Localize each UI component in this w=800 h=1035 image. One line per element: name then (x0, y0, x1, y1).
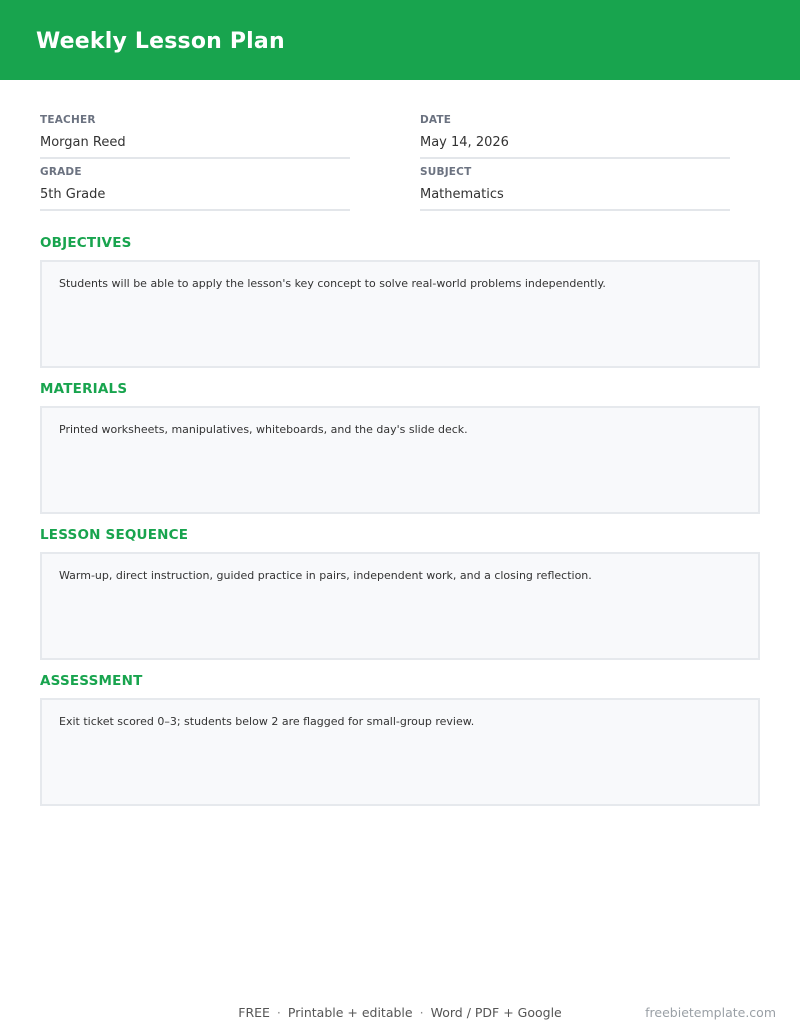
grade-field[interactable] (40, 165, 350, 211)
footer-site[interactable]: freebietemplate.com (645, 1005, 776, 1020)
footer-free: FREE (238, 1005, 270, 1020)
assessment-box[interactable] (40, 698, 760, 806)
objectives-box[interactable] (40, 260, 760, 368)
lesson-sequence-heading: LESSON SEQUENCE (40, 527, 189, 543)
page-title: Weekly Lesson Plan (36, 29, 285, 54)
header-banner (0, 0, 800, 80)
grade-value[interactable]: 5th Grade (40, 187, 106, 202)
teacher-underline (40, 157, 350, 159)
footer-separator: · (276, 1005, 281, 1020)
assessment-text: Exit ticket scored 0–3; students below 2 are flagged for small-group review. (59, 715, 475, 728)
grade-underline (40, 209, 350, 211)
date-underline (420, 157, 730, 159)
objectives-text: Students will be able to apply the lesson's key concept to solve real-world problems independently. (59, 277, 606, 290)
footer-separator: · (419, 1005, 424, 1020)
date-field[interactable] (420, 113, 730, 159)
subject-underline (420, 209, 730, 211)
materials-box[interactable] (40, 406, 760, 514)
subject-label: SUBJECT (420, 166, 472, 178)
subject-field[interactable] (420, 165, 730, 211)
date-value[interactable]: May 14, 2026 (420, 135, 509, 150)
lesson-sequence-box[interactable] (40, 552, 760, 660)
materials-heading: MATERIALS (40, 381, 128, 397)
lesson-sequence-text: Warm-up, direct instruction, guided practice in pairs, independent work, and a closing reflection. (59, 569, 592, 582)
objectives-heading: OBJECTIVES (40, 235, 132, 251)
materials-text: Printed worksheets, manipulatives, whiteboards, and the day's slide deck. (59, 423, 468, 436)
assessment-heading: ASSESSMENT (40, 673, 143, 689)
teacher-label: TEACHER (40, 114, 96, 126)
date-label: DATE (420, 114, 452, 126)
grade-label: GRADE (40, 166, 82, 178)
footer-formats: Word / PDF + Google (430, 1005, 562, 1020)
teacher-field[interactable] (40, 113, 350, 159)
teacher-value[interactable]: Morgan Reed (40, 135, 126, 150)
footer-printable: Printable + editable (287, 1005, 413, 1020)
subject-value[interactable]: Mathematics (420, 187, 504, 202)
